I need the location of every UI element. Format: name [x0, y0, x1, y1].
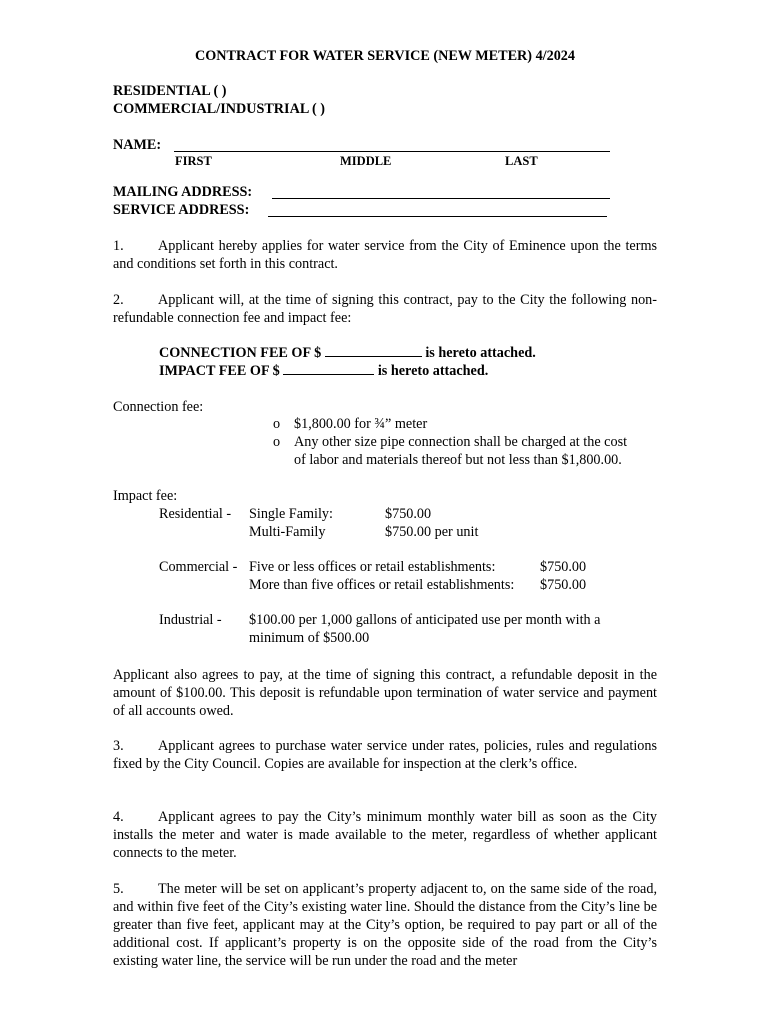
service-address-line[interactable] — [268, 216, 607, 217]
industrial-line-2: minimum of $500.00 — [249, 630, 370, 646]
paragraph-3 — [113, 737, 657, 773]
paragraph-number: 3. — [113, 738, 124, 754]
name-last-caption: LAST — [505, 154, 538, 168]
residential-label: Residential - — [159, 506, 232, 522]
paragraph-5 — [113, 880, 657, 970]
mailing-address-label: MAILING ADDRESS: — [113, 184, 253, 200]
impact-fee-prefix: IMPACT FEE OF $ — [159, 363, 280, 379]
paragraph-1 — [113, 237, 657, 273]
paragraph-text: Applicant agrees to purchase water service under rates, policies, rules and regulations fixed by the City Council. Copies are available for inspection at the clerk’s office. — [113, 738, 657, 772]
impact-fee-line — [159, 362, 488, 380]
commercial-row-1: Five or less offices or retail establishments: — [249, 559, 496, 575]
commercial-row-2: More than five offices or retail establishments: — [249, 577, 515, 593]
paragraph-4 — [113, 808, 657, 862]
paragraph-text: The meter will be set on applicant’s property adjacent to, on the same side of the road, and within five feet of the City’s existing water line. Should the distance from the City’s line be greater than five feet, applicant may at the City’s option, be required to pay part or all of the additional cost. If applicant’s property is on the opposite side of the road from the City’s existing water line, the service will be run under the road and the meter — [113, 881, 657, 969]
connection-fee-bullet-2-line-1: Any other size pipe connection shall be charged at the cost — [294, 434, 628, 450]
connection-fee-prefix: CONNECTION FEE OF $ — [159, 345, 322, 361]
name-first-caption: FIRST — [175, 154, 212, 168]
connection-fee-blank[interactable] — [325, 344, 422, 357]
connection-fee-heading: Connection fee: — [113, 399, 204, 415]
commercial-row-1-amount: $750.00 — [540, 559, 587, 575]
impact-fee-blank[interactable] — [283, 362, 374, 375]
industrial-label: Industrial - — [159, 612, 222, 628]
impact-fee-heading: Impact fee: — [113, 488, 178, 504]
paragraph-text: Applicant hereby applies for water service from the City of Eminence upon the terms and conditions set forth in this contract. — [113, 238, 657, 272]
paragraph-number: 4. — [113, 809, 124, 825]
commercial-row-2-amount: $750.00 — [540, 577, 587, 593]
paragraph-number: 1. — [113, 238, 124, 254]
commercial-checkbox-label[interactable]: COMMERCIAL/INDUSTRIAL ( ) — [113, 101, 326, 117]
paragraph-number: 5. — [113, 881, 124, 897]
mailing-address-line[interactable] — [272, 198, 610, 199]
multi-family-label: Multi-Family — [249, 524, 326, 540]
connection-fee-line — [159, 344, 536, 362]
industrial-line-1: $100.00 per 1,000 gallons of anticipated use per month with a — [249, 612, 601, 628]
page-title: CONTRACT FOR WATER SERVICE (NEW METER) 4/2024 — [195, 48, 575, 64]
paragraph-text: Applicant agrees to pay the City’s minimum monthly water bill as soon as the City installs the meter and water is made available to the meter, regardless of whether applicant connects to the meter. — [113, 809, 657, 861]
commercial-label: Commercial - — [159, 559, 238, 575]
paragraph-number: 2. — [113, 292, 124, 308]
paragraph-2 — [113, 291, 657, 327]
name-label: NAME: — [113, 137, 162, 153]
name-middle-caption: MIDDLE — [340, 154, 392, 168]
single-family-label: Single Family: — [249, 506, 333, 522]
multi-family-amount: $750.00 per unit — [385, 524, 479, 540]
bullet-icon: o — [273, 416, 281, 432]
deposit-paragraph: Applicant also agrees to pay, at the time of signing this contract, a refundable deposit in the amount of $100.00. This deposit is refundable upon termination of water service and payment of all accounts owed. — [113, 667, 657, 719]
paragraph-text: Applicant will, at the time of signing this contract, pay to the City the following non-refundable connection fee and impact fee: — [113, 292, 657, 326]
impact-fee-suffix: is hereto attached. — [377, 363, 489, 379]
name-input-line[interactable] — [174, 151, 610, 152]
service-address-label: SERVICE ADDRESS: — [113, 202, 250, 218]
connection-fee-bullet-1: $1,800.00 for ¾” meter — [294, 416, 428, 432]
single-family-amount: $750.00 — [385, 506, 432, 522]
connection-fee-suffix: is hereto attached. — [425, 345, 536, 361]
residential-checkbox-label[interactable]: RESIDENTIAL ( ) — [113, 83, 227, 99]
bullet-icon: o — [273, 434, 281, 450]
connection-fee-bullet-2-line-2: of labor and materials thereof but not less than $1,800.00. — [294, 452, 622, 468]
